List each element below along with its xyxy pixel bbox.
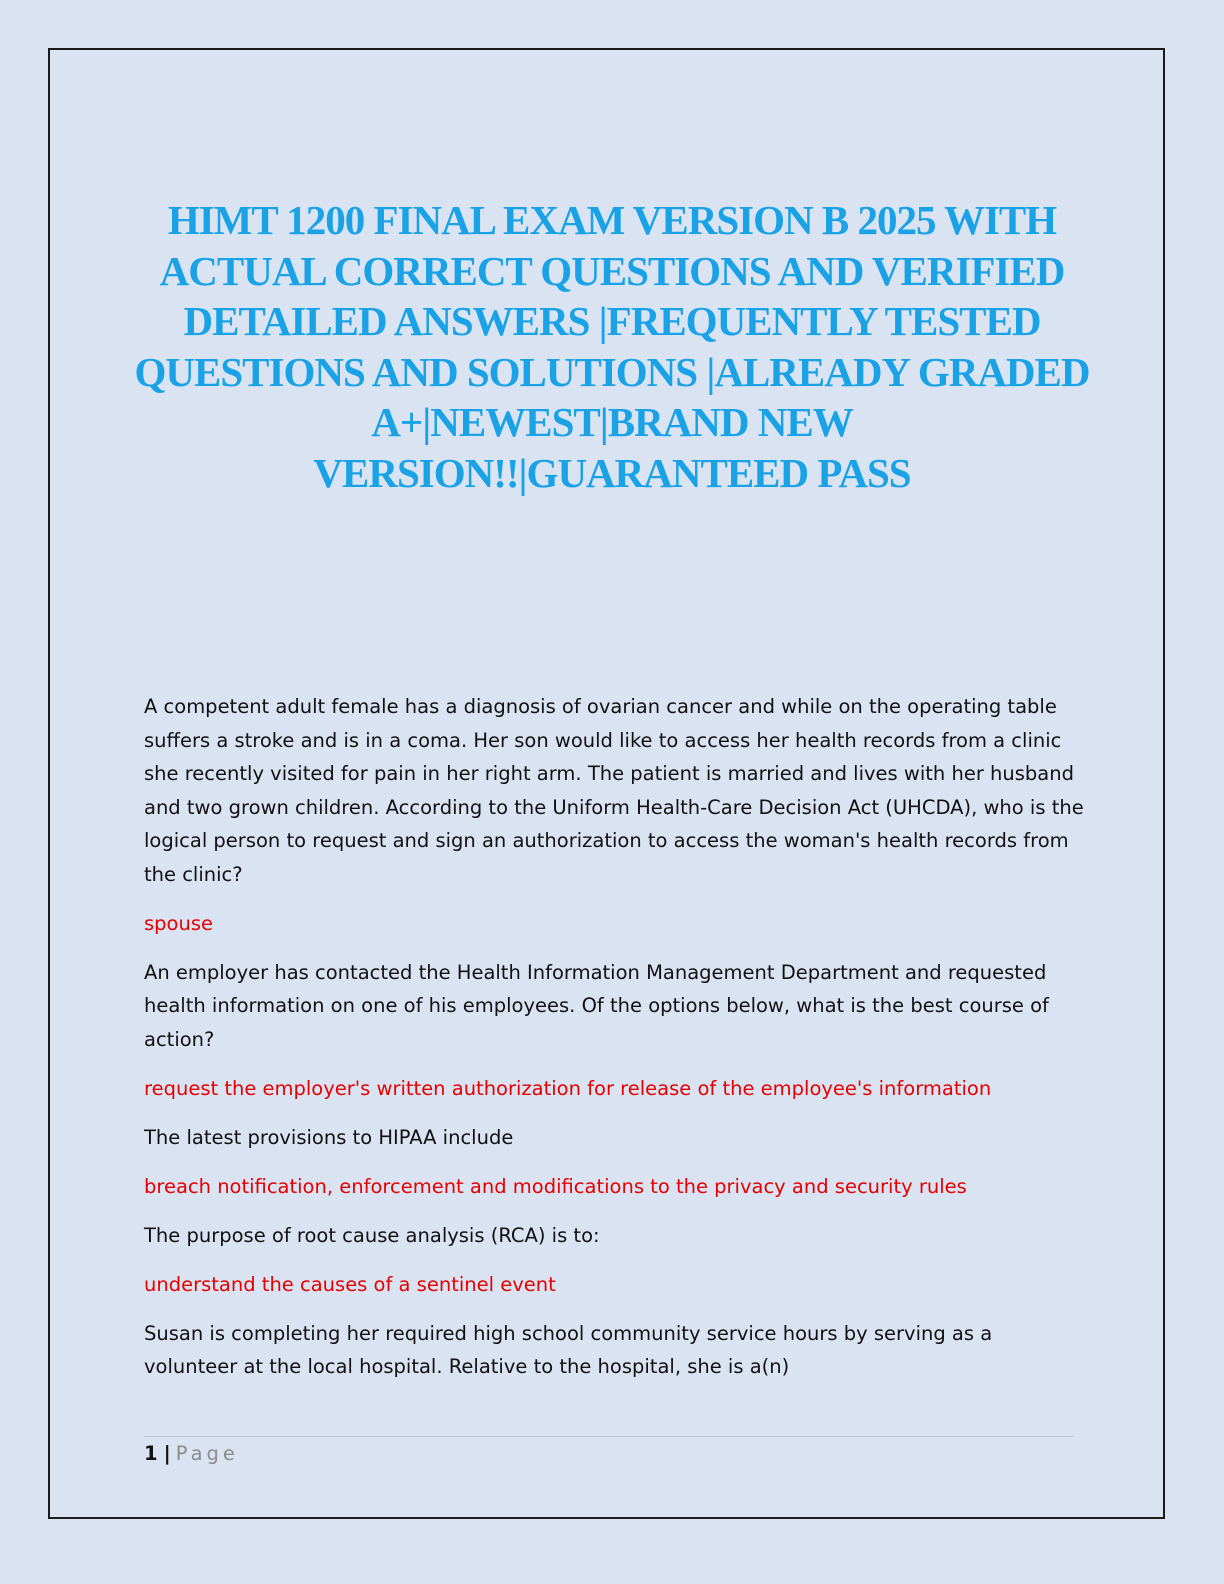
question-1: A competent adult female has a diagnosis of ovarian cancer and while on the operating table suffers a stroke and is in a coma. Her son would like to access her health records from a clinic she recently visited for pain in her right arm. The patient is married and lives with her husband and two grown children. According to the Uniform Health-Care Decision Act (UHCDA), who is the logical person to request and sign an authorization to access the woman's health records from the clinic?	[144, 695, 1084, 886]
qa-content	[144, 690, 1089, 1399]
page-footer	[144, 1440, 239, 1468]
footer-divider	[144, 1436, 1074, 1437]
answer-2: request the employer's written authorization for release of the employee's information	[144, 1076, 992, 1100]
answer-1: spouse	[144, 911, 213, 935]
question-3: The latest provisions to HIPAA include	[144, 1125, 514, 1149]
answer-4: understand the causes of a sentinel event	[144, 1272, 556, 1296]
page-label: Page	[175, 1442, 239, 1465]
document-title: HIMT 1200 FINAL EXAM VERSION B 2025 WITH ACTUAL CORRECT QUESTIONS AND VERIFIED DETAILED ANSWERS |FREQUENTLY TESTED QUESTIONS AND SOLUTIONS |ALREADY GRADED A+|NEWEST|BRAND NEW VERSION!!|GUARANTEED PASS	[134, 197, 1090, 496]
question-5: Susan is completing her required high school community service hours by serving as a volunteer at the local hospital. Relative to the hospital, she is a(n)	[144, 1321, 993, 1378]
question-2: An employer has contacted the Health Information Management Department and requested health information on one of his employees. Of the options below, what is the best course of action?	[144, 960, 1049, 1051]
question-4: The purpose of root cause analysis (RCA) is to:	[144, 1223, 600, 1247]
page-separator: |	[163, 1442, 171, 1465]
page-number: 1	[144, 1442, 158, 1465]
answer-3: breach notification, enforcement and modifications to the privacy and security rules	[144, 1174, 967, 1198]
